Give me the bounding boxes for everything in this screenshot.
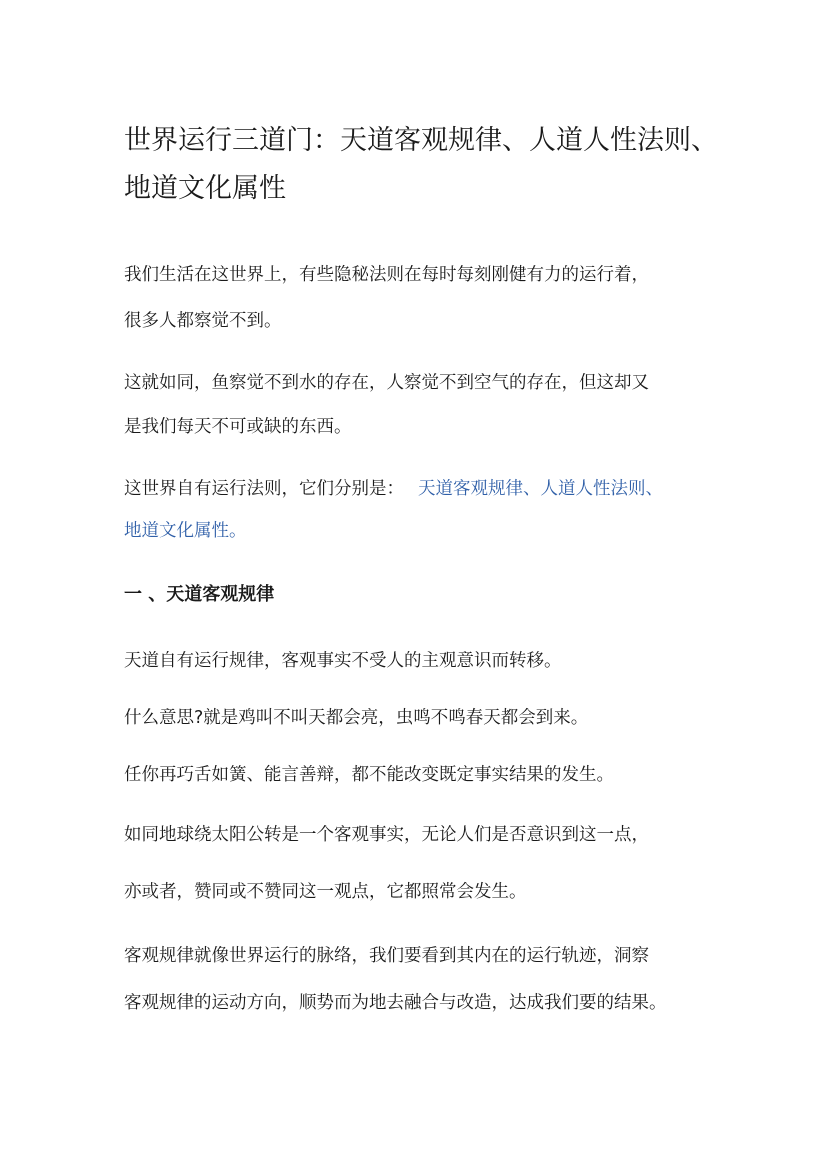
section-1-line-3: 任你再巧舌如簧、能言善辩，都不能改变既定事实结果的发生。 [124,765,614,785]
section-1-line-2: 什么意思?就是鸡叫不叫天都会亮，虫鸣不鸣春天都会到来。 [124,708,589,728]
section-1-line-6: 客观规律就像世界运行的脉络，我们要看到其内在的运行轨迹，洞察 [124,946,649,966]
section-1-line-5: 亦或者，赞同或不赞同这一观点，它都照常会发生。 [124,882,527,902]
intro-paragraph-2-line-1: 这就如同，鱼察觉不到水的存在，人察觉不到空气的存在，但这却又 [124,373,649,393]
intro-paragraph-1-line-2: 很多人都察觉不到。 [124,311,282,331]
intro-paragraph-2-line-2: 是我们每天不可或缺的东西。 [124,417,352,437]
intro-paragraph-3-text: 这世界自有运行法则，它们分别是： [124,479,404,499]
section-1-line-1: 天道自有运行规律，客观事实不受人的主观意识而转移。 [124,651,562,671]
principles-link-line-2[interactable]: 地道文化属性。 [124,521,247,541]
section-1-heading: 一 、天道客观规律 [124,584,275,605]
document-title-line-2: 地道文化属性 [124,173,286,204]
document-title-line-1: 世界运行三道门：天道客观规律、人道人性法则、 [124,125,718,156]
intro-paragraph-1-line-1: 我们生活在这世界上，有些隐秘法则在每时每刻刚健有力的运行着， [124,265,649,285]
intro-paragraph-3-line-1 [124,476,714,502]
section-1-line-4: 如同地球绕太阳公转是一个客观事实，无论人们是否意识到这一点， [124,825,649,845]
principles-link-line-1[interactable]: 天道客观规律、人道人性法则、 [418,479,663,499]
section-1-line-7: 客观规律的运动方向，顺势而为地去融合与改造，达成我们要的结果。 [124,993,667,1013]
